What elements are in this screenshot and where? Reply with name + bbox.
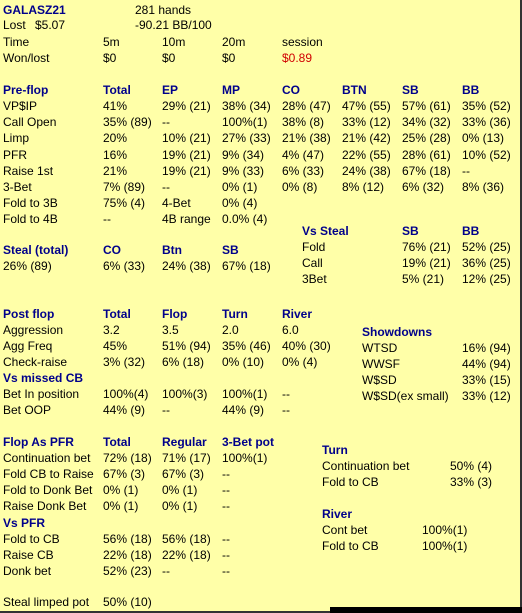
row-label: Continuation bet [3, 451, 91, 465]
row-value: 33% (3) [450, 475, 493, 489]
row-cell: 56% (18) [103, 532, 152, 546]
row-cell: 57% (61) [402, 99, 451, 113]
lost-label: Lost [3, 18, 26, 32]
row-cell: -- [282, 403, 290, 417]
steal-col-sb: SB [222, 243, 239, 257]
vs-pfr-title: Vs PFR [3, 516, 46, 530]
row-label: 3Bet [302, 272, 327, 286]
row-cell: -- [222, 564, 230, 578]
row-cell: 100%(1) [222, 387, 268, 401]
row-cell: 4% (47) [282, 147, 325, 162]
vs-missed-cb-title: Vs missed CB [3, 371, 84, 385]
row-label: Fold to CB [3, 532, 60, 546]
row-cell: -- [222, 532, 230, 546]
row-label: 3-Bet [3, 180, 32, 194]
row-cell: 9% (33) [222, 163, 265, 178]
time-col-20m: 20m [222, 35, 246, 49]
postflop-col-total: Total [103, 307, 131, 321]
row-cell: -- [462, 163, 470, 178]
row-cell: 21% (38) [282, 131, 331, 146]
row-cell: 3.2 [103, 323, 120, 337]
row-label: W$SD(ex small) [362, 389, 449, 403]
row-cell: 100%(4) [103, 387, 149, 401]
row-cell: 100%(1) [222, 115, 268, 130]
row-cell: 22% (55) [342, 147, 391, 162]
row-cell: 76% (21) [402, 240, 451, 254]
steal-col-btn: Btn [162, 243, 182, 257]
steal-btn: 24% (38) [162, 259, 211, 273]
row-cell: 67% (3) [103, 467, 146, 481]
wonlost-session: $0.89 [282, 51, 313, 65]
turn-title: Turn [322, 443, 348, 457]
row-cell: -- [103, 212, 111, 227]
row-label: W$SD [362, 373, 397, 387]
row-label: Fold [302, 240, 326, 254]
row-cell: 0% (4) [222, 196, 258, 211]
row-cell: 44% (9) [103, 403, 146, 417]
row-label: Call Open [3, 115, 57, 130]
postflop-col-turn: Turn [222, 307, 248, 321]
row-cell: 4-Bet [162, 196, 191, 211]
row-label: Cont bet [322, 523, 368, 537]
postflop-col-river: River [282, 307, 313, 321]
flop-pfr-col-total: Total [103, 435, 131, 449]
row-cell: 5% (21) [402, 272, 445, 286]
row-label: Bet In position [3, 387, 80, 401]
vs-steal-title: Vs Steal [302, 224, 349, 238]
row-cell: 6.0 [282, 323, 299, 337]
row-cell: 24% (38) [342, 163, 391, 178]
row-cell: 36% (25) [462, 256, 511, 270]
row-cell: 40% (30) [282, 339, 331, 353]
row-cell: 4B range [162, 212, 211, 227]
row-cell: 22% (18) [162, 548, 211, 562]
row-cell: 33% (12) [342, 115, 391, 130]
row-cell: 21% [103, 163, 128, 178]
bottom-strip [330, 607, 522, 613]
row-cell: -- [162, 115, 170, 130]
row-cell: 67% (18) [402, 163, 451, 178]
steal-total: 26% (89) [3, 259, 52, 273]
row-cell: 7% (89) [103, 180, 146, 194]
row-cell: 0% (4) [282, 355, 318, 369]
row-label: Limp [3, 131, 30, 146]
row-label: Call [302, 256, 323, 270]
row-cell: 44% (9) [222, 403, 265, 417]
flop-pfr-col-regular: Regular [162, 435, 207, 449]
steal-limped-label: Steal limped pot [3, 595, 90, 609]
row-cell: 8% (12) [342, 180, 385, 194]
steal-title: Steal (total) [3, 243, 69, 257]
row-cell: 0% (13) [462, 131, 505, 146]
flop-pfr-title: Flop As PFR [3, 435, 74, 449]
row-cell: 56% (18) [162, 532, 211, 546]
vs-steal-col-bb: BB [462, 224, 480, 238]
row-label: Check-raise [3, 355, 68, 369]
row-cell: 10% (52) [462, 147, 511, 162]
row-cell: 41% [103, 99, 128, 113]
time-col-10m: 10m [162, 35, 186, 49]
row-cell: 3.5 [162, 323, 179, 337]
wonlost-label: Won/lost [3, 51, 50, 65]
row-cell: -- [162, 180, 170, 194]
flop-pfr-col-3bet: 3-Bet pot [222, 435, 274, 449]
row-cell: 35% (46) [222, 339, 271, 353]
preflop-col-total: Total [103, 83, 131, 97]
row-cell: 28% (47) [282, 99, 331, 113]
row-label: Fold to CB [322, 539, 379, 553]
row-cell: 28% (61) [402, 147, 451, 162]
row-label: Aggression [3, 323, 64, 337]
row-cell: 67% (3) [162, 467, 205, 481]
row-cell: 3% (32) [103, 355, 146, 369]
row-cell: 2.0 [222, 323, 239, 337]
row-cell: 0% (8) [282, 180, 318, 194]
row-cell: 33% (36) [462, 115, 511, 130]
hands-count: 281 hands [135, 3, 192, 17]
river-title: River [322, 507, 353, 521]
row-value: 44% (94) [462, 357, 511, 371]
row-label: Fold to Donk Bet [3, 483, 93, 497]
row-cell: 38% (34) [222, 99, 271, 113]
preflop-title: Pre-flop [3, 83, 49, 97]
preflop-col-co: CO [282, 83, 300, 97]
row-cell: 19% (21) [162, 147, 211, 162]
row-cell: 0% (1) [162, 483, 198, 497]
row-cell: -- [162, 564, 170, 578]
row-label: Bet OOP [3, 403, 52, 417]
row-cell: 21% (42) [342, 131, 391, 146]
preflop-col-btn: BTN [342, 83, 367, 97]
row-cell: 52% (25) [462, 240, 511, 254]
row-cell: 45% [103, 339, 128, 353]
row-cell: -- [222, 467, 230, 481]
row-cell: 10% (21) [162, 131, 211, 146]
row-cell: 9% (34) [222, 147, 265, 162]
showdowns-title: Showdowns [362, 325, 432, 339]
row-cell: 100%(1) [222, 451, 268, 465]
row-cell: 0% (10) [222, 355, 265, 369]
row-label: Fold to 4B [3, 212, 58, 227]
row-cell: 0% (1) [103, 499, 139, 513]
row-label: Continuation bet [322, 459, 410, 473]
row-cell: 19% (21) [402, 256, 451, 270]
row-label: PFR [3, 147, 27, 162]
row-value: 33% (12) [462, 389, 511, 403]
row-cell: 0% (1) [103, 483, 139, 497]
vs-steal-col-sb: SB [402, 224, 419, 238]
preflop-col-sb: SB [402, 83, 419, 97]
row-cell: 72% (18) [103, 451, 152, 465]
row-cell: 0% (1) [162, 499, 198, 513]
time-col-session: session [282, 35, 323, 49]
row-label: WWSF [362, 357, 400, 371]
wonlost-20m: $0 [222, 51, 236, 65]
row-value: 50% (4) [450, 459, 493, 473]
row-label: WTSD [362, 341, 398, 355]
steal-col-co: CO [103, 243, 121, 257]
row-cell: 35% (89) [103, 115, 152, 130]
row-label: Fold CB to Raise [3, 467, 94, 481]
row-cell: -- [222, 499, 230, 513]
row-cell: -- [222, 548, 230, 562]
row-cell: -- [162, 403, 170, 417]
row-cell: 29% (21) [162, 99, 211, 113]
lost-value: $5.07 [35, 18, 66, 32]
row-cell: -- [282, 387, 290, 401]
preflop-col-bb: BB [462, 83, 480, 97]
steal-limped-value: 50% (10) [103, 595, 152, 609]
row-label: VP$IP [3, 99, 38, 113]
row-value: 100%(1) [422, 539, 468, 553]
row-value: 100%(1) [422, 523, 468, 537]
row-cell: 100%(3) [162, 387, 208, 401]
row-label: Raise CB [3, 548, 54, 562]
row-label: Donk bet [3, 564, 52, 578]
player-name: GALASZ21 [3, 3, 66, 17]
steal-co: 6% (33) [103, 259, 146, 273]
row-label: Fold to 3B [3, 196, 58, 211]
row-cell: 0% (1) [222, 180, 258, 194]
row-cell: 6% (33) [282, 163, 325, 178]
row-cell: 22% (18) [103, 548, 152, 562]
row-cell: 8% (36) [462, 180, 505, 194]
row-label: Fold to CB [322, 475, 379, 489]
row-cell: 12% (25) [462, 272, 511, 286]
postflop-col-flop: Flop [162, 307, 188, 321]
row-cell: 0.0% (4) [222, 212, 268, 227]
wonlost-10m: $0 [162, 51, 176, 65]
steal-sb: 67% (18) [222, 259, 271, 273]
row-cell: 38% (8) [282, 115, 325, 130]
preflop-col-mp: MP [222, 83, 240, 97]
time-label: Time [3, 35, 30, 49]
row-cell: 19% (21) [162, 163, 211, 178]
row-cell: 71% (17) [162, 451, 211, 465]
row-label: Raise 1st [3, 163, 54, 178]
row-cell: 51% (94) [162, 339, 211, 353]
row-cell: 35% (52) [462, 99, 511, 113]
row-cell: 16% [103, 147, 128, 162]
preflop-col-ep: EP [162, 83, 179, 97]
row-cell: 47% (55) [342, 99, 391, 113]
row-label: Raise Donk Bet [3, 499, 87, 513]
row-cell: -- [222, 483, 230, 497]
row-cell: 20% [103, 131, 128, 146]
postflop-title: Post flop [3, 307, 55, 321]
row-cell: 75% (4) [103, 196, 146, 211]
bb-per-100: -90.21 BB/100 [135, 18, 212, 32]
time-col-5m: 5m [103, 35, 120, 49]
row-cell: 27% (33) [222, 131, 271, 146]
row-value: 16% (94) [462, 341, 511, 355]
row-cell: 52% (23) [103, 564, 152, 578]
row-cell: 25% (28) [402, 131, 451, 146]
row-value: 33% (15) [462, 373, 511, 387]
row-cell: 6% (32) [402, 180, 445, 194]
wonlost-5m: $0 [103, 51, 117, 65]
row-cell: 34% (32) [402, 115, 451, 130]
row-cell: 6% (18) [162, 355, 205, 369]
row-label: Agg Freq [3, 339, 53, 353]
